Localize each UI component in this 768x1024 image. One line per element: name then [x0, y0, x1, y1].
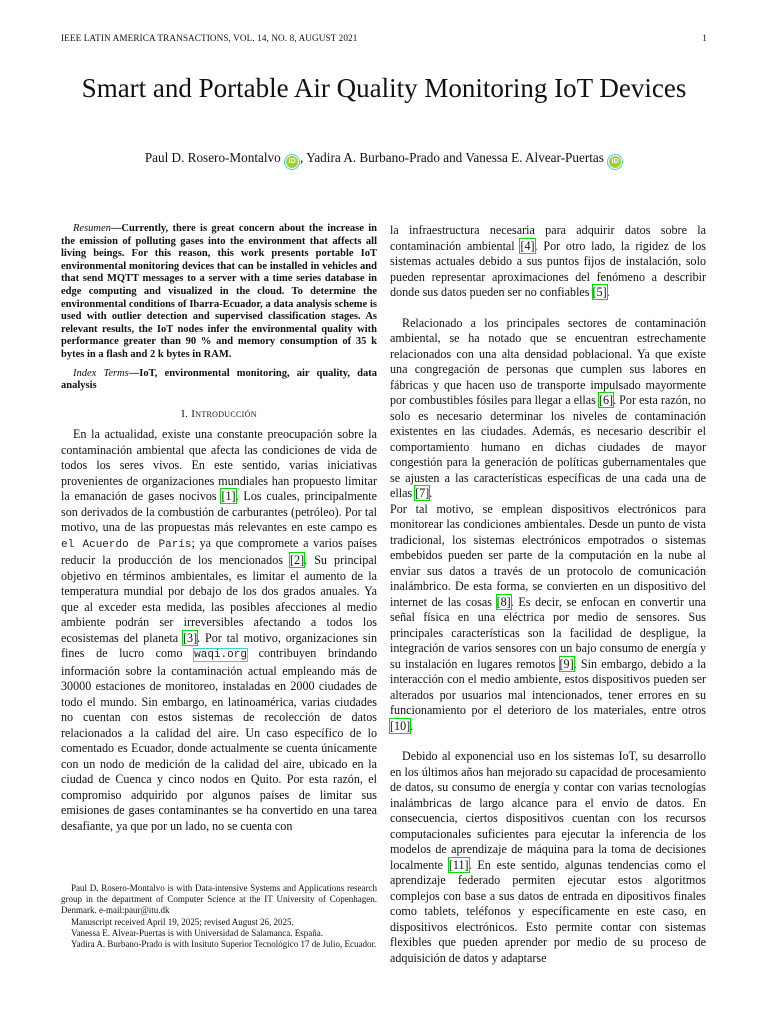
paper-title: Smart and Portable Air Quality Monitoring IoT Devices: [81, 73, 687, 103]
body-paragraph: Relacionado a los principales sectores de contaminación ambiental, se ha notado que se encuentran estrechamente relacionados con una alta densidad poblacional. Ya que existe una congregación de personas que cumplen sus labores en fábricas y que hacen uso de transporte impulsado mayormente por combustibles fósiles para llegar a ellas [6]. Por esta razón, no solo es necesario determinar los niveles de contaminación existentes en las ciudades. Además, es necesario describir el comportamiento humano en dichas ciudades de mayor congestión para la generación de políticas gubernamentales que se ajusten a las características específicas de una cada una de ellas [7].: [390, 315, 706, 500]
citation-link[interactable]: [6]: [598, 393, 614, 407]
author-name: Paul D. Rosero-Montalvo: [144, 150, 281, 165]
footnotes: [61, 883, 377, 950]
footnote: Vanessa E. Alvear-Puertas is with Universidad de Salamanca. España.: [71, 927, 323, 938]
waqi-link[interactable]: waqi.org: [194, 649, 247, 662]
citation-link[interactable]: [8]: [496, 594, 511, 609]
body-paragraph: la infraestructura necesaria para adquirir datos sobre la contaminación ambiental [4]. Por otro lado, la rigidez de los sistemas actuales debido a sus puntos fijos de instalación, solo pueden representar aproximaciones del fenómeno a describir donde sus datos pueden ser no confiables [5].: [390, 223, 706, 299]
agreement-name: el Acuerdo de París: [61, 538, 192, 551]
citation-link[interactable]: [9]: [559, 656, 574, 671]
citation-link[interactable]: [7]: [415, 486, 430, 500]
body-paragraph: En la actualidad, existe una constante preocupación sobre la contaminación ambiental que afecta las condiciones de vida de todos los seres vivos. En este sentido, varias iniciativas provenientes de organizaciones mundiales han propuesto limitar la emanación de gases nocivos [1]. Los cuales, principalmente son derivados de la combustión de carburantes (petróleo). Por tal motivo, una de las propuestas más relevantes en este campo es el Acuerdo de París; ya que compromete a varios países reducir la producción de los mencionados [2]. Su principal objetivo en términos ambientales, es limitar el aumento de la temperatura mundial por debajo de los dos grados anuales. Ya que al exceder esta medida, las posibles afecciones al medio ambiente podrán ser irreversibles afectando a todos los ecosistemas del planeta [3]. Por tal motivo, organizaciones sin fines de lucro como waqi.org contribuyen brindando información sobre la contaminación actual empleando más de 30000 estaciones de monitoreo, instaladas en 2000 ciudades de todo el mundo. Sin embargo, en latinoamérica, varias ciudades no cuentan con estos sistemas de recolección de datos relacionados a la calidad del aire. Un caso específico de lo comentado es Ecuador, donde actualmente se cuenta únicamente con un nodo de medición de la calidad del aire, ubicado en la ciudad de Cuenca y cinco nodos en Quito. Por esta razón, el compromiso adquirido por algunos países de limitar sus emisiones de gases contaminantes se ha convertido en una tarea desafiante, ya que por un lado, no se cuenta con: [61, 427, 378, 833]
footnote: Yadira A. Burbano-Prado is with Insituto Superior Tecnológico 17 de Julio, Ecuador.: [71, 939, 377, 950]
page-number: 1: [702, 33, 707, 43]
right-column: [390, 223, 706, 966]
body-paragraph: Debido al exponencial uso en los sistemas IoT, su desarrollo en los últimos años han mejorado su capacidad de procesamiento de datos, su consumo de energía y contar con varias tecnologías inalámbricas de largo alcance para el envío de datos. En consecuencia, ciertos dispositivos cuentan con los recursos computacionales suficientes para ejecutar la inferencia de los modelos de aprendizaje de máquina para la toma de decisiones localmente [11]. En este sentido, algunas tendencias como el aprendizaje federado permiten ejecutar estos algoritmos complejos con base a sus datos de entrada en dipositivos finales como tablets, teléfonos y específicamente en este caso, en dispositivos electrónicos. Esto permite contar con sistemas flexibles que pueden aprender por medio de su proceso de adquisición de datos y adaptarse: [390, 749, 706, 965]
index-terms: [61, 368, 377, 393]
citation-link[interactable]: [10]: [390, 718, 411, 733]
citation-link[interactable]: [4]: [520, 238, 535, 253]
citation-link[interactable]: [1]: [221, 489, 236, 504]
citation-link[interactable]: [5]: [592, 285, 607, 299]
citation-link[interactable]: [11]: [448, 857, 469, 872]
orcid-icon[interactable]: iD: [609, 156, 621, 168]
citation-link[interactable]: [3]: [183, 630, 198, 645]
footnote: Manuscript received April 19, 2025; revised August 26, 2025.: [71, 916, 294, 927]
left-column: [61, 223, 377, 834]
abstract-label: Resumen: [73, 223, 111, 234]
author-list: Paul D. Rosero-Montalvo iD , Yadira A. Burbano-Prado and Vanessa E. Alvear-Puertas iD: [40, 150, 728, 168]
running-header: [61, 33, 707, 43]
journal-header: IEEE LATIN AMERICA TRANSACTIONS, VOL. 14, NO. 8, AUGUST 2021: [61, 33, 358, 43]
index-terms-text: —IoT, environmental monitoring, air quality, data analysis: [61, 367, 377, 392]
orcid-icon[interactable]: iD: [286, 156, 298, 168]
section-heading: I. Introducción: [181, 407, 257, 420]
citation-link[interactable]: [2]: [290, 553, 305, 568]
body-paragraph: Por tal motivo, se emplean dispositivos electrónicos para monitorear las condiciones ambientales. Desde un punto de vista tradicional, los sistemas electrónicos empotrados o sistemas embebidos pueden ser parte de la computación en la nube al enviar sus datos a través de un protocolo de comunicación inalámbrico. De esta forma, se convierten en un dispositivo del internet de las cosas [8]. Es decir, se enfocan en convertir una señal física en una eléctrica por medio de sensores. Sus principales características son la facilidad de despligue, la integración de varios sensores con un bajo consumo de energía y su instalación en lugares remotos [9]. Sin embargo, debido a la interacción con el medio ambiente, estos dispositivos pueden ser alterados por usuarios mal intencionados, tener errores en su funcionamiento por el deterioro de los materiales, entre otros [10].: [390, 501, 707, 733]
index-terms-label: Index Terms: [73, 367, 129, 379]
abstract: [61, 223, 377, 362]
abstract-text: —Currently, there is great concern about the increase in the emission of polluting gases into the environment that affects all living beings. For this reason, this work presents portable IoT environmental monitoring devices that can be installed in vehicles and that send MQTT messages to a server with a time series database in edge computing and visualized in the cloud. To determine the environmental conditions of Ibarra-Ecuador, a data analysis scheme is used with outlier detection and supervised classification stages. As relevant results, the IoT nodes infer the environmental quality with performance greater than 90 % and memory consumption of 35 k bytes in a flash and 2 k bytes in RAM.: [61, 223, 377, 360]
author-name: Yadira A. Burbano-Prado and Vanessa E. Alvear-Puertas: [306, 150, 604, 165]
footnote: Paul D. Rosero-Montalvo is with Data-intensive Systems and Applications research group in the department of Computer Science at the IT University of Copenhagen. Denmark. e-mail:paur@itu.dk: [61, 883, 377, 916]
